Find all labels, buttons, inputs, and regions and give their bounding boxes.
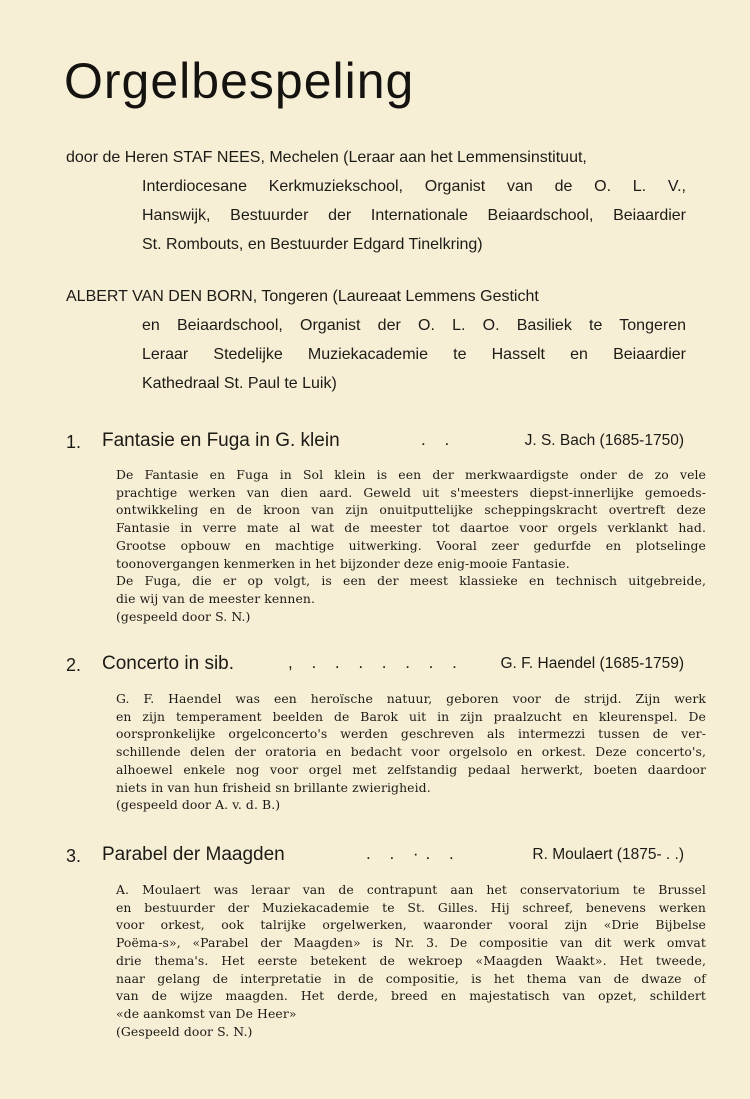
description-line: Poëma-s», «Parabel der Maagden» is Nr. 3. De compositie van dit werk omvat [116, 935, 706, 951]
description-line: schillende delen der oratoria en bedacht voor orgelsolo en orkest. Deze concerto's, [116, 744, 706, 760]
description-line: en zijn temperament beelden de Barok uit in zijn praalzucht en kleurenspel. De [116, 708, 706, 724]
piece-description-2 [116, 690, 706, 814]
description-line: «de aankomst van De Heer» [116, 1005, 297, 1021]
description-line: (gespeeld door A. v. d. B.) [116, 797, 281, 813]
leader-dots: . . ·. . [366, 844, 461, 863]
description-line: naar gelang de interpretatie in de compositie, is het thema van de dwaze of [116, 970, 706, 986]
description-line: G. F. Haendel was een heroïsche natuur, geboren voor de strijd. Zijn werk [116, 691, 706, 706]
description-line: ontwikkeling en de kroon van zijn onuitputtelijke scheppingskracht overtreft deze [116, 502, 706, 518]
description-line: van de wijze maagden. Het derde, breed en majestatisch van opzet, schildert [116, 988, 706, 1004]
performer-line: Kathedraal St. Paul te Luik) [142, 375, 337, 392]
leader-dots: . . [421, 430, 457, 449]
piece-number: 1. [66, 432, 82, 452]
performer-line: Hanswijk, Bestuurder der Internationale Beiaardschool, Beiaardier [142, 207, 686, 224]
piece-description-1 [116, 466, 706, 625]
performer-line: St. Rombouts, en Bestuurder Edgard Tinelkring) [142, 236, 483, 253]
description-line: voor orkest, ook talrijke orgelwerken, waaronder vooral zijn «Drie Bijbelse [116, 917, 706, 933]
piece-composer: G. F. Haendel (1685-1759) [500, 655, 684, 672]
page-title: Orgelbespeling [64, 53, 415, 109]
piece-title: Parabel der Maagden [102, 844, 285, 865]
piece-heading-3 [66, 846, 684, 876]
piece-title: Fantasie en Fuga in G. klein [102, 430, 340, 451]
piece-composer: R. Moulaert (1875- . .) [532, 846, 684, 863]
description-line: prachtige werken van dien aard. Geweld uit s'meesters diepst-innerlijke gemoeds- [116, 484, 706, 500]
description-line: die wij van de meester kennen. [116, 590, 316, 606]
piece-heading-1 [66, 432, 684, 462]
piece-composer: J. S. Bach (1685-1750) [524, 432, 684, 449]
description-line: drie thema's. Het eerste betekent de wekroep «Maagden Waakt». Het tweede, [116, 952, 706, 968]
performer-line: Leraar Stedelijke Muziekacademie te Hasselt en Beiaardier [142, 346, 686, 363]
description-line: niets in van hun frisheid sn brillante zwierigheid. [116, 779, 431, 795]
description-line: Fantasie in verre mate al wat de meester tot daartoe voor orgels verklankt had. [116, 520, 706, 536]
performer-line: ALBERT VAN DEN BORN, Tongeren (Laureaat Lemmens Gesticht [66, 288, 539, 305]
description-line: alhoewel enkele nog voor orgel met zelfstandig pedaal herwerkt, boeten daardoor [116, 761, 706, 777]
description-line: Grootse opbouw en machtige uitwerking. Vooral zeer gedurfde en plotselinge [116, 537, 706, 553]
description-line: oorspronkelijke orgelconcerto's werden geschreven als intermezzi tussen de ver- [116, 726, 706, 742]
performer-block-staf-nees [66, 143, 686, 259]
description-line: en bestuurder der Muziekacademie te St. Gilles. Hij schreef, benevens werken [116, 899, 706, 915]
leader-dots: , . . . . . . . [288, 653, 464, 672]
description-line: (Gespeeld door S. N.) [116, 1023, 253, 1039]
description-line: toonovergangen kenmerken in het bijzonder deze enig-mooie Fantasie. [116, 555, 570, 571]
piece-number: 2. [66, 655, 82, 675]
piece-number: 3. [66, 846, 82, 866]
description-line: (gespeeld door S. N.) [116, 608, 251, 624]
piece-description-3 [116, 881, 706, 1040]
description-line: A. Moulaert was leraar van de contrapunt aan het conservatorium te Brussel [116, 882, 706, 897]
description-line: De Fantasie en Fuga in Sol klein is een der merkwaardigste onder de zo vele [116, 467, 706, 482]
piece-title: Concerto in sib. [102, 653, 235, 674]
performer-line: door de Heren STAF NEES, Mechelen (Leraar aan het Lemmensinstituut, [66, 149, 587, 166]
performer-line: Interdiocesane Kerkmuziekschool, Organist van de O. L. V., [142, 178, 686, 195]
performer-line: en Beiaardschool, Organist der O. L. O. Basiliek te Tongeren [142, 317, 686, 334]
piece-heading-2 [66, 655, 684, 685]
description-line: De Fuga, die er op volgt, is een der meest klassieke en technisch uitgebreide, [116, 573, 706, 589]
performer-block-albert-van-den-born [66, 282, 686, 398]
